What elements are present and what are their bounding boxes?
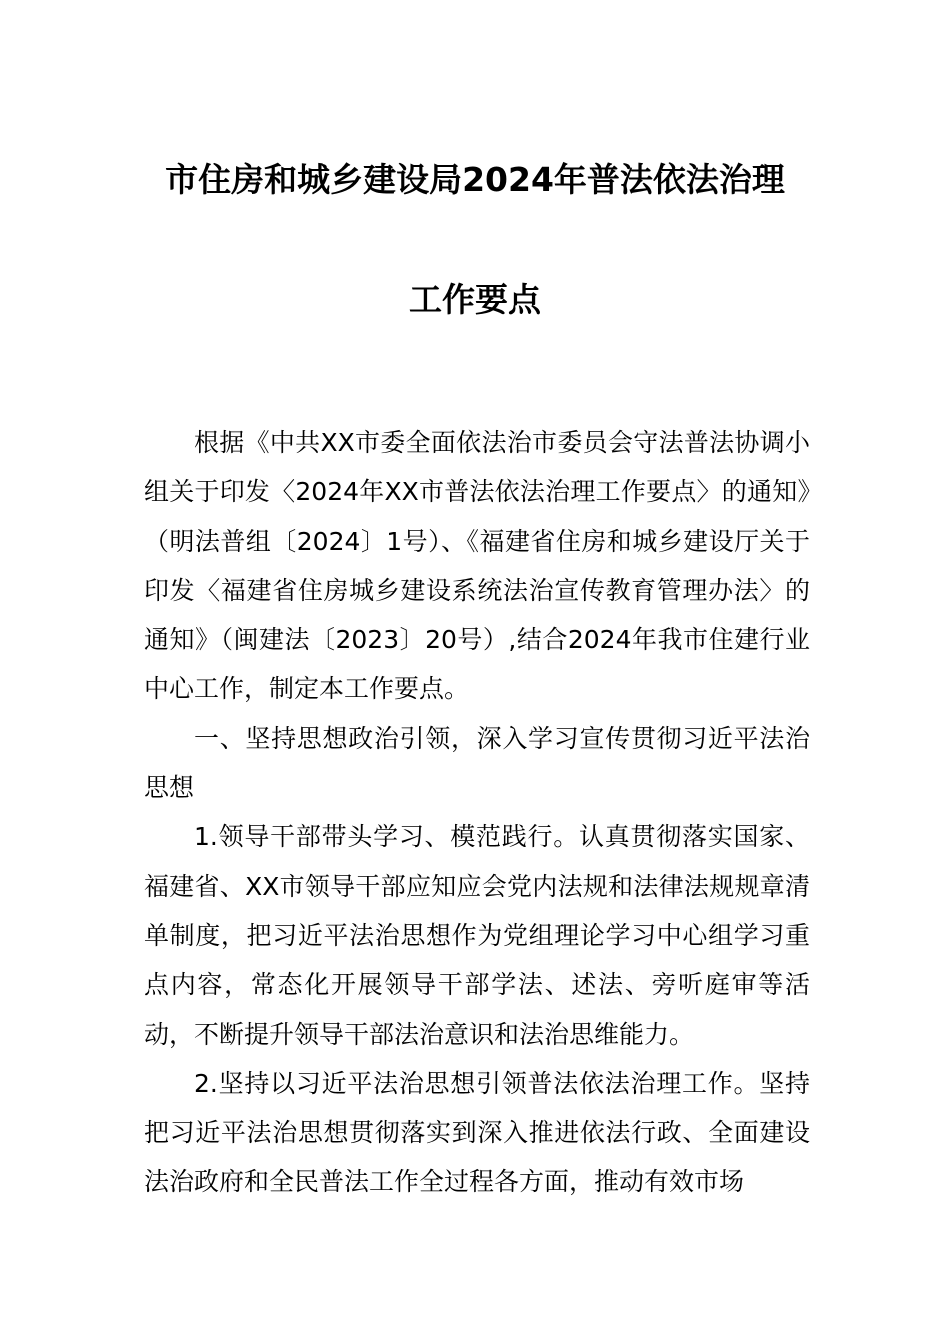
document-title-line-1: 市住房和城乡建设局2024年普法依法治理 xyxy=(165,160,785,199)
document-body xyxy=(144,418,810,1207)
document-title-line-2: 工作要点 xyxy=(409,280,541,319)
paragraph-intro: 根据《中共XX市委全面依法治市委员会守法普法协调小组关于印发〈2024年XX市普法依法治理工作要点〉的通知》（明法普组〔2024〕1号）、《福建省住房和城乡建设厅关于印发〈福建省住房城乡建设系统法治宣传教育管理办法〉的通知》（闽建法〔2023〕20号）,结合2024年我市住建行业中心工作，制定本工作要点。 xyxy=(144,428,810,704)
paragraph-item-2: 2.坚持以习近平法治思想引领普法依法治理工作。坚持把习近平法治思想贯彻落实到深入推进依法行政、全面建设法治政府和全民普法工作全过程各方面，推动有效市场 xyxy=(144,1068,810,1197)
paragraph-item-1: 1.领导干部带头学习、模范践行。认真贯彻落实国家、福建省、XX市领导干部应知应会党内法规和法律法规规章清单制度，把习近平法治思想作为党组理论学习中心组学习重点内容，常态化开展领导干部学法、述法、旁听庭审等活动，不断提升领导干部法治意识和法治思维能力。 xyxy=(144,822,810,1049)
section-heading-1: 一、坚持思想政治引领，深入学习宣传贯彻习近平法治思想 xyxy=(144,723,810,803)
